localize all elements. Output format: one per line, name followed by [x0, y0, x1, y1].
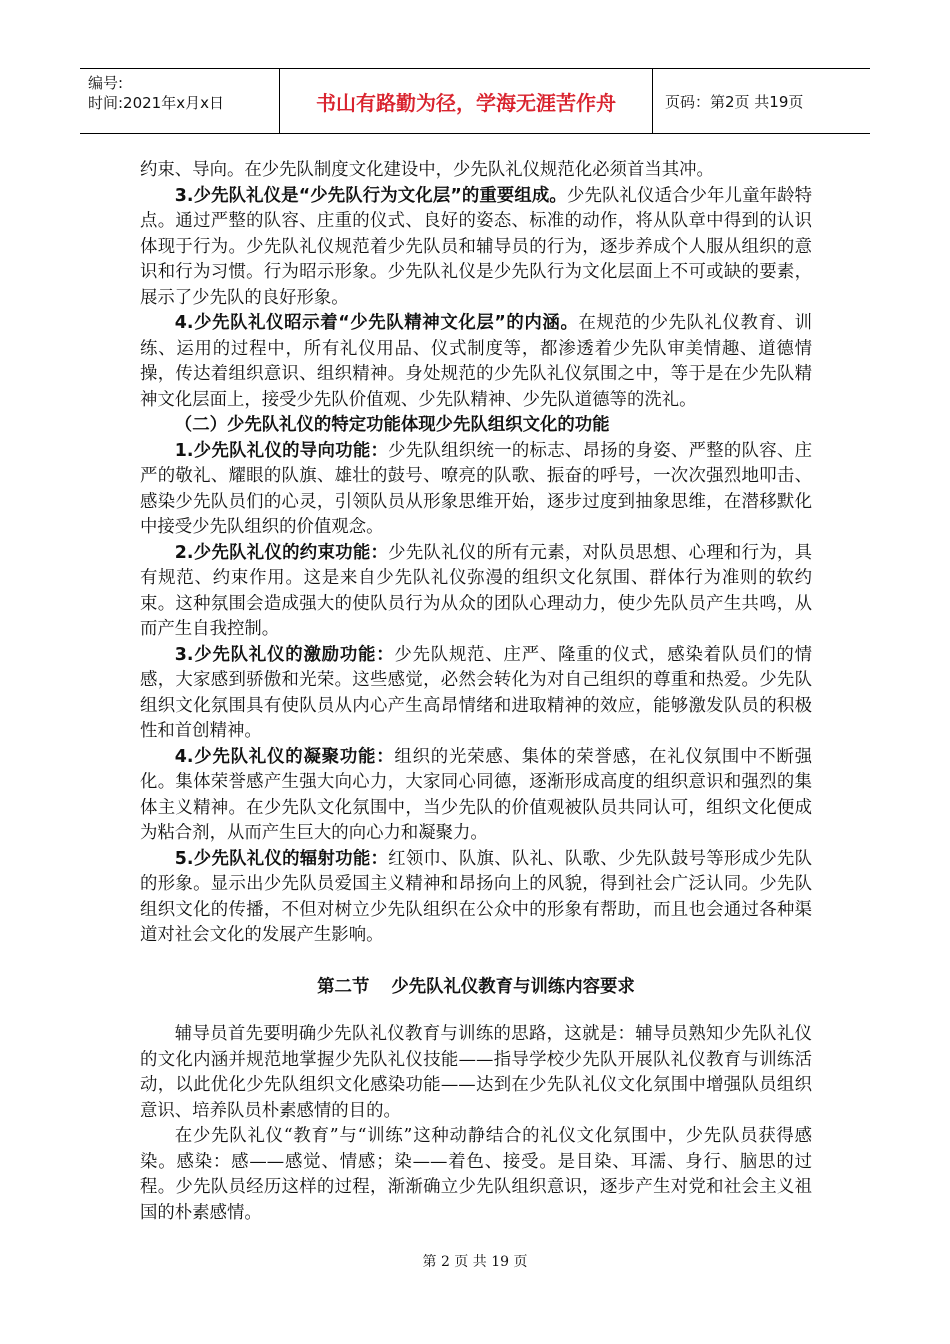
paragraph: 3.少先队礼仪的激励功能：少先队规范、庄严、隆重的仪式，感染着队员们的情感，大家感到骄傲和光荣。这些感觉，必然会转化为对自己组织的尊重和热爱。少先队组织文化氛围具有使队员从内心产生高昂情绪和进取精神的效应，能够激发队员的积极性和首创精神。 — [140, 644, 812, 741]
paragraph-lead: 4.少先队礼仪昭示着“少先队精神文化层”的内涵。 — [174, 313, 579, 333]
paragraph: 4.少先队礼仪昭示着“少先队精神文化层”的内涵。在规范的少先队礼仪教育、训练、运用的过程中，所有礼仪用品、仪式制度等，都渗透着少先队审美情趣、道德情操，传达着组织意识、组织精神。身处规范的少先队礼仪氛围之中，等于是在少先队精神文化层面上，接受少先队价值观、少先队精神、少先队道德等的洗礼。 — [140, 313, 812, 410]
subheading: （二）少先队礼仪的特定功能体现少先队组织文化的功能 — [174, 415, 610, 435]
paragraph-lead: 3.少先队礼仪的激励功能： — [174, 644, 395, 665]
section-heading — [140, 975, 812, 1001]
document-time-label: 时间:2021年x月x日 — [88, 94, 224, 112]
paragraph: 在少先队礼仪“教育”与“训练”这种动静结合的礼仪文化氛围中，少先队员获得感染。感染：感——感觉、情感；染——着色、接受。是目染、耳濡、身行、脑思的过程。少先队员经历这样的过程，渐渐确立少先队组织意识，逐步产生对党和社会主义祖国的朴素感情。 — [140, 1126, 812, 1223]
paragraph-lead: 3.少先队礼仪是“少先队行为文化层”的重要组成。 — [174, 185, 567, 206]
page-header — [80, 68, 870, 134]
header-meta — [80, 69, 280, 133]
paragraph-lead: 5.少先队礼仪的辐射功能： — [174, 848, 389, 869]
paragraph-lead: 4.少先队礼仪的凝聚功能： — [174, 746, 395, 767]
paragraph: 3.少先队礼仪是“少先队行为文化层”的重要组成。少先队礼仪适合少年儿童年龄特点。通过严整的队容、庄重的仪式、良好的姿态、标准的动作，将从队章中得到的认识体现于行为。少先队礼仪规范着少先队员和辅导员的行为，逐步养成个人服从组织的意识和行为习惯。行为昭示形象。少先队礼仪是少先队行为文化层面上不可或缺的要素，展示了少先队的良好形象。 — [140, 185, 812, 308]
section-title: 少先队礼仪教育与训练内容要求 — [391, 976, 635, 997]
paragraph: 2.少先队礼仪的约束功能：少先队礼仪的所有元素，对队员思想、心理和行为，具有规范、约束作用。这是来自少先队礼仪弥漫的组织文化氛围、群体行为准则的软约束。这种氛围会造成强大的使队员行为从众的团队心理动力，使少先队员产生共鸣，从而产生自我控制。 — [140, 542, 812, 639]
paragraph-lead: 2.少先队礼仪的约束功能： — [174, 542, 389, 563]
header-page-label: 页码：第2页 共19页 — [665, 92, 804, 111]
section-number: 第二节 — [317, 976, 370, 997]
page-footer: 第 2 页 共 19 页 — [422, 1254, 528, 1270]
paragraph: 4.少先队礼仪的凝聚功能：组织的光荣感、集体的荣誉感，在礼仪氛围中不断强化。集体荣誉感产生强大向心力，大家同心同德，逐渐形成高度的组织意识和强烈的集体主义精神。在少先队文化氛围中，当少先队的价值观被队员共同认可，组织文化便成为粘合剂，从而产生巨大的向心力和凝聚力。 — [140, 746, 812, 843]
paragraph: 辅导员首先要明确少先队礼仪教育与训练的思路，这就是：辅导员熟知少先队礼仪的文化内涵并规范地掌握少先队礼仪技能——指导学校少先队开展队礼仪教育与训练活动，以此优化少先队组织文化感染功能——达到在少先队礼仪文化氛围中增强队员组织意识、培养队员朴素感情的目的。 — [140, 1024, 812, 1121]
document-body — [140, 158, 812, 1226]
document-number-label: 编号: — [88, 74, 124, 92]
paragraph: 约束、导向。在少先队制度文化建设中，少先队礼仪规范化必须首当其冲。 — [140, 160, 714, 180]
paragraph-lead: 1.少先队礼仪的导向功能： — [174, 440, 389, 461]
paragraph: 5.少先队礼仪的辐射功能：红领巾、队旗、队礼、队歌、少先队鼓号等形成少先队的形象。显示出少先队员爱国主义精神和昂扬向上的风貌，得到社会广泛认同。少先队组织文化的传播，不但对树立少先队组织在公众中的形象有帮助，而且也会通过各种渠道对社会文化的发展产生影响。 — [140, 848, 812, 945]
header-motto: 书山有路勤为径，学海无涯苦作舟 — [280, 69, 653, 133]
paragraph: 1.少先队礼仪的导向功能：少先队组织统一的标志、昂扬的身姿、严整的队容、庄严的敬礼、耀眼的队旗、雄壮的鼓号、嘹亮的队歌、振奋的呼号，一次次强烈地叩击、感染少先队员们的心灵，引领队员从形象思维开始，逐步过度到抽象思维，在潜移默化中接受少先队组织的价值观念。 — [140, 440, 812, 537]
